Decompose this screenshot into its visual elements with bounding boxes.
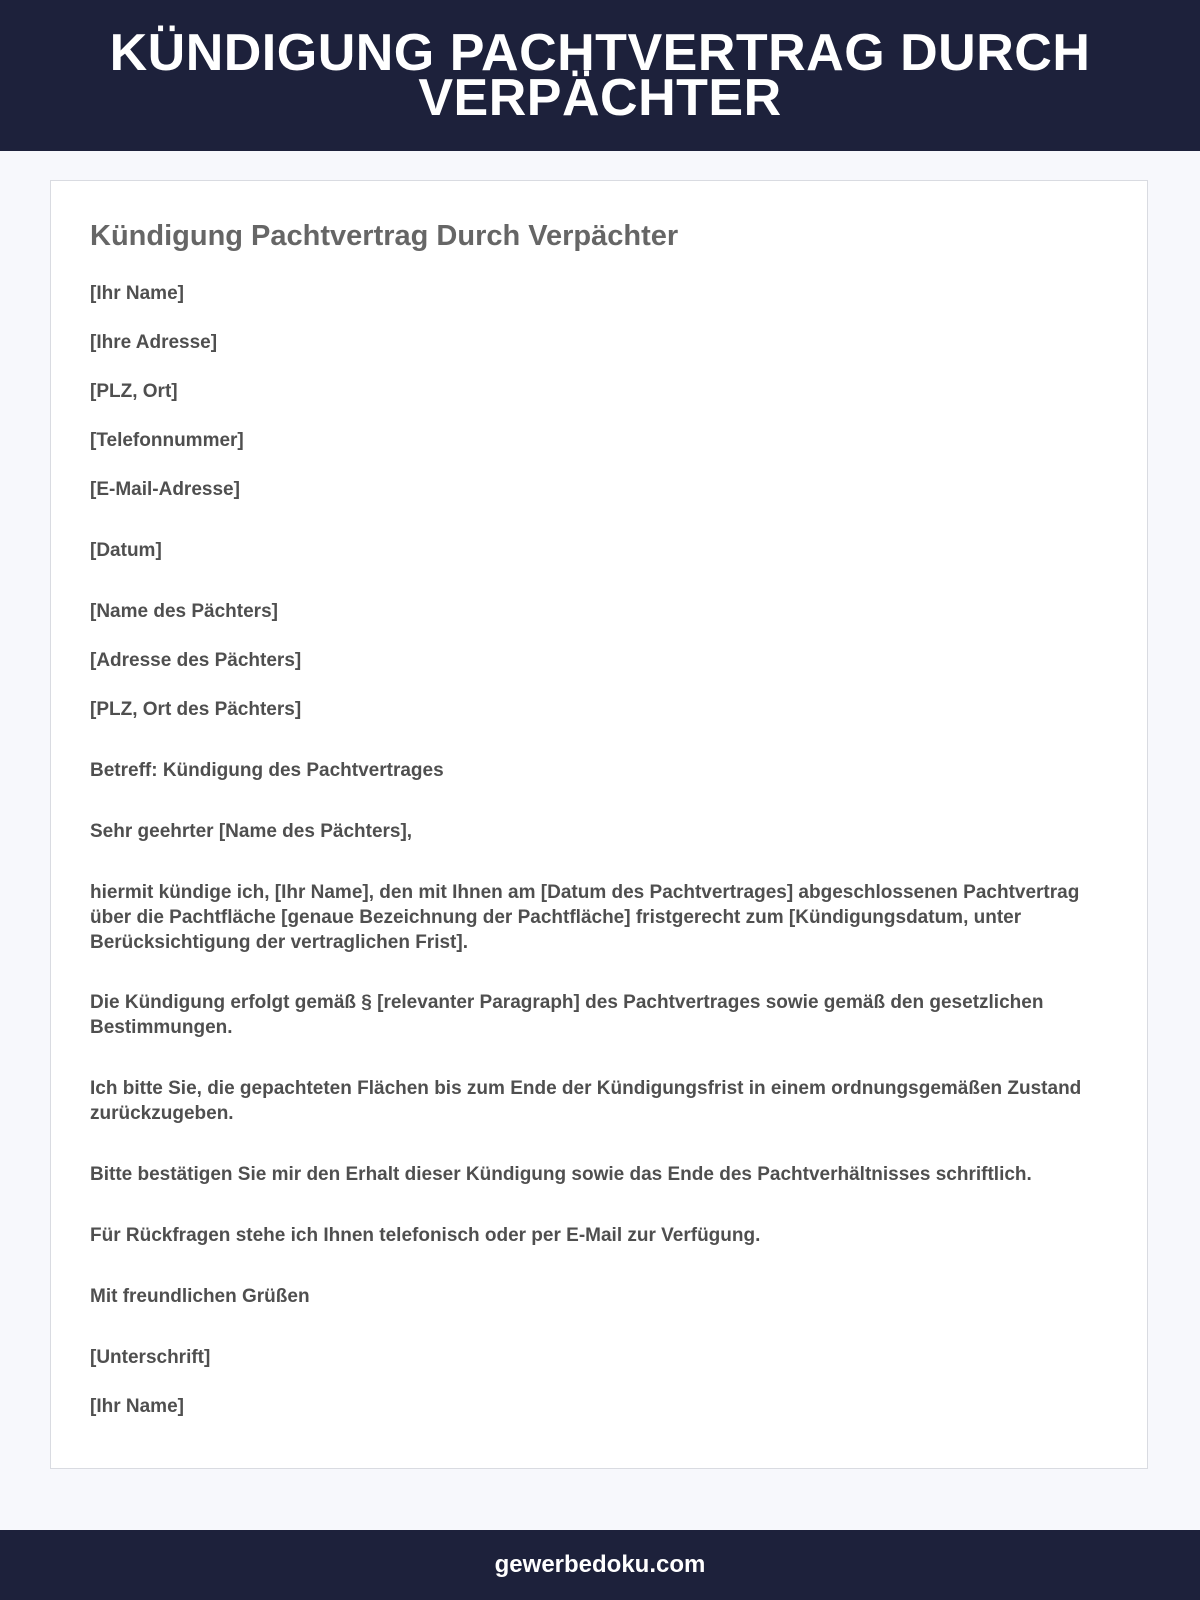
signature: [Unterschrift] bbox=[90, 1347, 211, 1368]
page-title: KÜNDIGUNG PACHTVERTRAG DURCH VERPÄCHTER bbox=[109, 23, 1091, 127]
body-paragraph-2: Die Kündigung erfolgt gemäß § [relevanter Paragraph] des Pachtvertrages sowie gemäß den gesetzlichen Bestimmungen. bbox=[90, 992, 1044, 1038]
letter-card bbox=[50, 180, 1148, 1469]
body-paragraph-5: Für Rückfragen stehe ich Ihnen telefonisch oder per E-Mail zur Verfügung. bbox=[90, 1225, 761, 1246]
salutation: Sehr geehrter [Name des Pächters], bbox=[90, 821, 413, 842]
footer-site: gewerbedoku.com bbox=[494, 1551, 706, 1578]
recipient-address: [Adresse des Pächters] bbox=[90, 650, 302, 671]
sender-address: [Ihre Adresse] bbox=[90, 332, 218, 353]
body-paragraph-4: Bitte bestätigen Sie mir den Erhalt dieser Kündigung sowie das Ende des Pachtverhältnisses schriftlich. bbox=[90, 1164, 1032, 1185]
subject-line: Betreff: Kündigung des Pachtvertrages bbox=[90, 760, 444, 781]
page-header bbox=[0, 0, 1200, 151]
signature-name: [Ihr Name] bbox=[90, 1396, 184, 1417]
sender-city: [PLZ, Ort] bbox=[90, 381, 178, 402]
page-footer bbox=[0, 1530, 1200, 1600]
body-paragraph-1: hiermit kündige ich, [Ihr Name], den mit Ihnen am [Datum des Pachtvertrages] abgeschlossenen Pachtvertrag über die Pachtfläche [genaue Bezeichnung der Pachtfläche] fristgerecht zum [Kündigungsdatum, unter Berücksichtigung der vertraglichen Frist]. bbox=[90, 882, 1080, 953]
recipient-name: [Name des Pächters] bbox=[90, 601, 278, 622]
sender-name: [Ihr Name] bbox=[90, 283, 184, 304]
body-paragraph-3: Ich bitte Sie, die gepachteten Flächen bis zum Ende der Kündigungsfrist in einem ordnungsgemäßen Zustand zurückzugeben. bbox=[90, 1078, 1082, 1124]
recipient-city: [PLZ, Ort des Pächters] bbox=[90, 699, 302, 720]
sender-email: [E-Mail-Adresse] bbox=[90, 479, 240, 500]
document-title: Kündigung Pachtvertrag Durch Verpächter bbox=[90, 220, 679, 252]
letter-date: [Datum] bbox=[90, 540, 162, 561]
sender-phone: [Telefonnummer] bbox=[90, 430, 244, 451]
closing: Mit freundlichen Grüßen bbox=[90, 1286, 310, 1307]
